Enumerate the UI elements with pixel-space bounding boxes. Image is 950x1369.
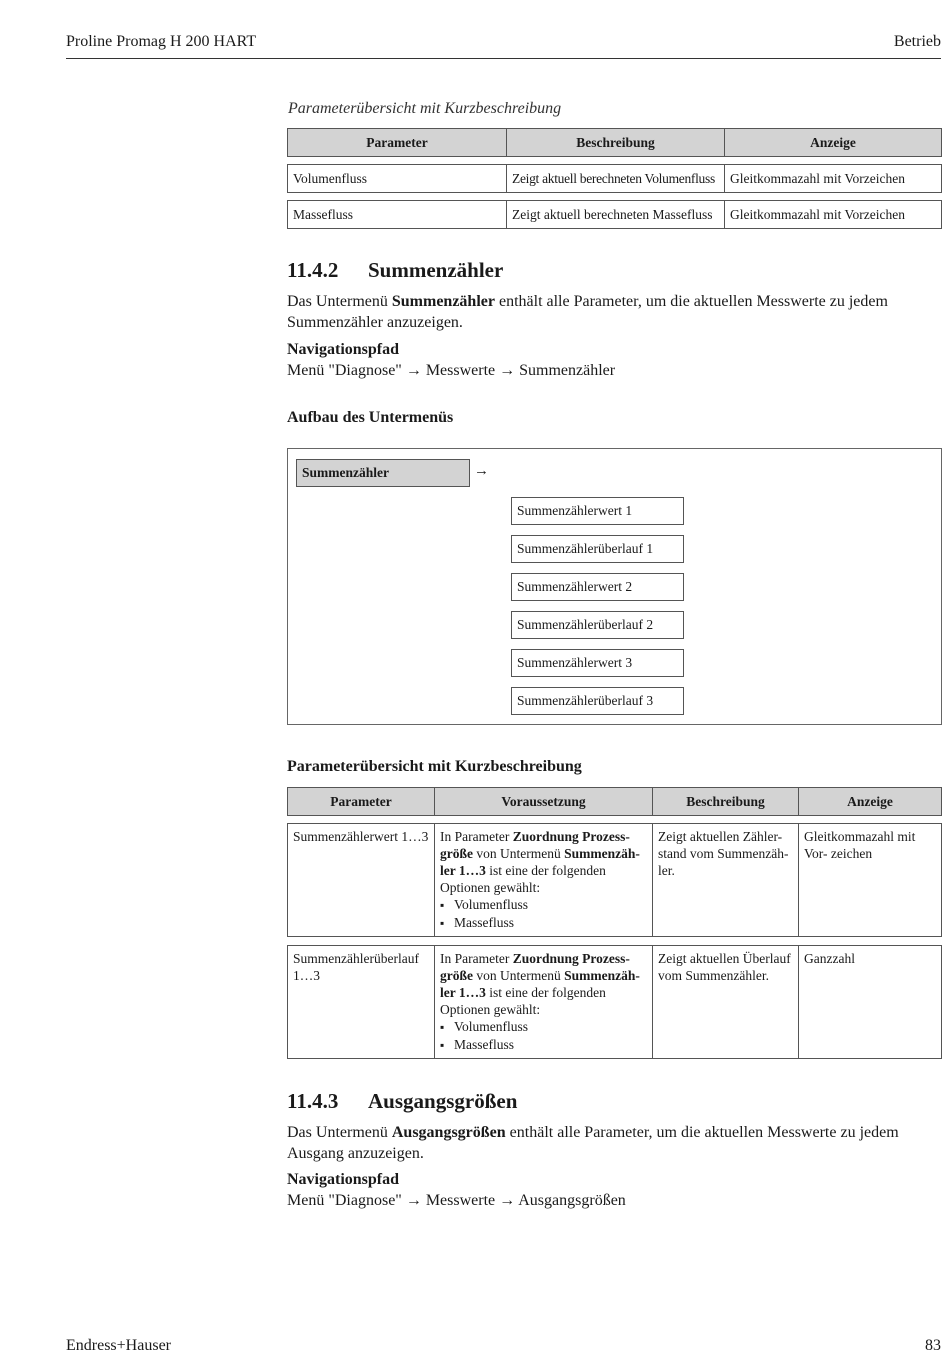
table2-header-parameter: Parameter: [330, 793, 392, 809]
intro-text: Das Untermenü: [287, 1124, 392, 1141]
table1-cell-beschreibung: Zeigt aktuell berechneten Volumenfluss: [506, 165, 724, 192]
cond-submenu-name: Summenzäh- ler 1…3: [440, 846, 640, 878]
section-intro: [287, 291, 942, 333]
menu-item: Summenzählerwert 3: [511, 649, 684, 677]
table1-cell-anzeige: Gleitkommazahl mit Vorzeichen: [724, 201, 941, 228]
table2-header-anzeige: Anzeige: [798, 788, 941, 815]
table1-header-beschreibung: Beschreibung: [506, 129, 724, 156]
running-header-section: Betrieb: [893, 33, 941, 50]
header-rule: [66, 58, 941, 59]
cond-param-name: Zuordnung Prozess- größe: [440, 829, 630, 861]
cond-submenu-name: Summenzäh- ler 1…3: [440, 968, 640, 1000]
menu-item: Summenzählerüberlauf 2: [511, 611, 684, 639]
cond-text: In Parameter: [440, 829, 513, 844]
section-number: 11.4.3: [287, 1089, 339, 1113]
intro-text: Das Untermenü: [287, 293, 392, 310]
nav-path: Menü "Diagnose" → Messwerte → Summenzähler: [287, 362, 616, 379]
nav-path: Menü "Diagnose" → Messwerte → Ausgangsgrößen: [287, 1192, 626, 1209]
submenu-structure-title: Aufbau des Untermenüs: [287, 409, 454, 426]
menu-node-summenzaehler: Summenzähler: [296, 459, 470, 487]
menu-item: Summenzählerwert 2: [511, 573, 684, 601]
table2-title: Parameterübersicht mit Kurzbeschreibung: [287, 758, 582, 775]
intro-menu-name: Ausgangsgrößen: [391, 1124, 506, 1141]
table2-cell-parameter: Summenzählerüberlauf 1…3: [293, 951, 419, 983]
cond-text: ist eine der folgenden Optionen gewählt:: [440, 863, 606, 895]
table-row: [287, 823, 942, 937]
cond-text: von Untermenü: [473, 968, 565, 983]
table2-header-voraussetzung: Voraussetzung: [434, 788, 652, 815]
menu-item: Summenzählerwert 1: [511, 497, 684, 525]
cond-text: ist eine der folgenden Optionen gewählt:: [440, 985, 606, 1017]
table1-cell-parameter: Volumenfluss: [293, 171, 368, 186]
intro-text: enthält alle Parameter, um die aktuellen Messwerte zu jedem Summenzähler anzuzeigen.: [287, 293, 888, 331]
list-item: ▪ Volumenfluss: [440, 896, 647, 914]
table2-cell-parameter: Summenzählerwert 1…3: [293, 829, 429, 844]
cond-text: von Untermenü: [473, 846, 565, 861]
section-heading-ausgangsgroessen: [287, 1089, 517, 1114]
section-title: Summenzähler: [368, 258, 504, 282]
list-item: ▪ Massefluss: [440, 1036, 647, 1054]
section-intro: [287, 1122, 942, 1164]
table2-header-beschreibung: Beschreibung: [652, 788, 798, 815]
page-number: 83: [925, 1337, 941, 1354]
menu-item: Summenzählerüberlauf 1: [511, 535, 684, 563]
table2-cell-anzeige: Gleitkommazahl mit Vor- zeichen: [798, 824, 941, 936]
table-row: [287, 200, 942, 229]
cond-text: In Parameter: [440, 951, 513, 966]
intro-text: enthält alle Parameter, um die aktuellen Messwerte zu jedem Ausgang anzuzeigen.: [287, 1124, 899, 1162]
cond-param-name: Zuordnung Prozess- größe: [440, 951, 630, 983]
section-heading-summenzaehler: [287, 258, 503, 283]
table2-cell-beschreibung: Zeigt aktuellen Zähler- stand vom Summenzäh- ler.: [652, 824, 798, 936]
menu-item: Summenzählerüberlauf 3: [511, 687, 684, 715]
section-title: Ausgangsgrößen: [368, 1089, 518, 1113]
table1-header-anzeige: Anzeige: [724, 129, 941, 156]
table2-cell-voraussetzung: [434, 946, 652, 1058]
table1-cell-beschreibung: Zeigt aktuell berechneten Massefluss: [506, 201, 724, 228]
section-number: 11.4.2: [287, 258, 339, 282]
list-item: ▪ Massefluss: [440, 914, 647, 932]
table1-cell-parameter: Massefluss: [293, 207, 353, 222]
table1-caption: Parameterübersicht mit Kurzbeschreibung: [288, 100, 562, 117]
table1-header-row: [287, 128, 942, 157]
footer-company: Endress+Hauser: [66, 1337, 171, 1354]
table-row: [287, 945, 942, 1059]
options-list: [440, 1018, 647, 1054]
list-item: ▪ Volumenfluss: [440, 1018, 647, 1036]
nav-path-label: Navigationspfad: [287, 1171, 400, 1188]
table2-cell-beschreibung: Zeigt aktuellen Überlauf vom Summenzähler.: [652, 946, 798, 1058]
table2-cell-voraussetzung: [434, 824, 652, 936]
table1-cell-anzeige: Gleitkommazahl mit Vorzeichen: [724, 165, 941, 192]
table2-cell-anzeige: Ganzzahl: [798, 946, 941, 1058]
options-list: [440, 896, 647, 932]
nav-path-label: Navigationspfad: [287, 341, 400, 358]
intro-menu-name: Summenzähler: [391, 293, 495, 310]
table-row: [287, 164, 942, 193]
running-header-title: Proline Promag H 200 HART: [66, 33, 257, 50]
table2-header-row: [287, 787, 942, 816]
table1-header-parameter: Parameter: [366, 134, 428, 150]
arrow-icon: →: [474, 463, 489, 479]
